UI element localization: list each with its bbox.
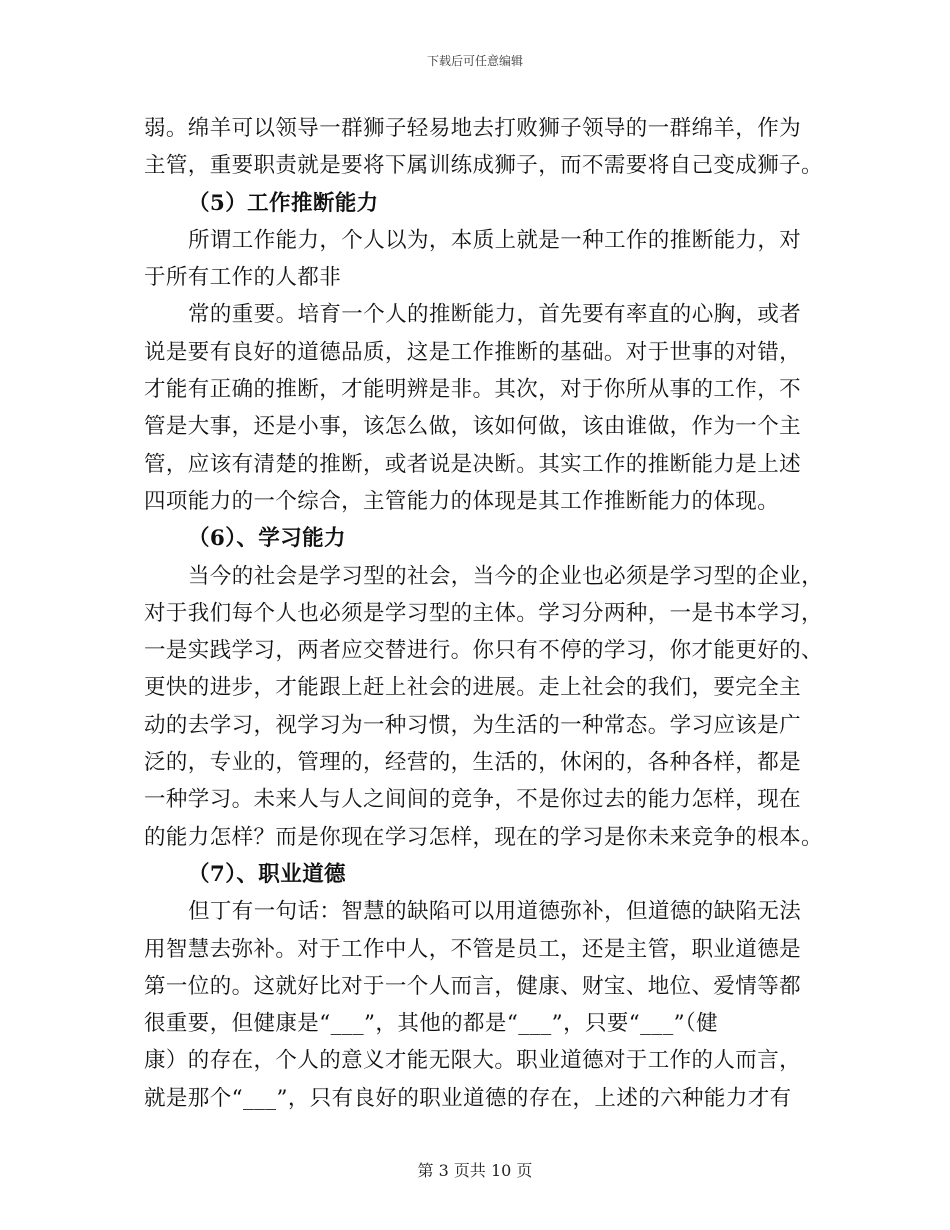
page-header: 下载后可任意编辑 [426, 54, 523, 68]
body-line: 管是大事，还是小事，该怎么做，该如何做，该由谁做，作为一个主 [144, 414, 802, 440]
body-line: 用智慧去弥补。对于工作中人，不管是员工，还是主管，职业道德是 [144, 936, 802, 962]
body-line: 第一位的。这就好比对于一个人而言，健康、财宝、地位、爱情等都 [144, 973, 802, 999]
section-heading-6: （6）、学习能力 [188, 526, 346, 552]
body-line: 更快的进步，才能跟上赶上社会的进展。走上社会的我们，要完全主 [144, 675, 802, 701]
body-line: 对于我们每个人也必须是学习型的主体。学习分两种，一是书本学习， [144, 600, 823, 626]
body-line: 弱。绵羊可以领导一群狮子轻易地去打败狮子领导的一群绵羊，作为 [144, 116, 802, 141]
body-line: 动的去学习，视学习为一种习惯，为生活的一种常态。学习应该是广 [144, 712, 802, 738]
body-line: 但丁有一句话：智慧的缺陷可以用道德弥补，但道德的缺陷无法 [188, 899, 802, 925]
body-line: 管，应该有清楚的推断，或者说是决断。其实工作的推断能力是上述 [144, 451, 802, 477]
page-number: 第 3 页共 10 页 [417, 1161, 533, 1180]
body-line: 说是要有良好的道德品质，这是工作推断的基础。对于世事的对错， [144, 339, 802, 365]
body-line: 于所有工作的人都非 [144, 265, 342, 291]
document-body [144, 110, 824, 1117]
section-heading-7: （7）、职业道德 [188, 861, 346, 887]
body-line: 就是那个“___”，只有良好的职业道德的存在，上述的六种能力才有 [144, 1085, 792, 1111]
body-line: 一种学习。未来人与人之间间的竞争，不是你过去的能力怎样，现在 [144, 787, 802, 813]
body-line: 常的重要。培育一个人的推断能力，首先要有率直的心胸，或者 [188, 302, 802, 328]
body-line: 泛的，专业的，管理的，经营的，生活的，休闲的，各种各样，都是 [144, 750, 802, 776]
body-line: 一是实践学习，两者应交替进行。你只有不停的学习，你才能更好的、 [144, 638, 823, 664]
body-line: 主管，重要职责就是要将下属训练成狮子，而不需要将自己变成狮子。 [144, 153, 823, 179]
body-line: 当今的社会是学习型的社会，当今的企业也必须是学习型的企业， [188, 563, 824, 589]
body-line: 康）的存在，个人的意义才能无限大。职业道德对于工作的人而言， [144, 1048, 802, 1074]
body-line: 四项能力的一个综合，主管能力的体现是其工作推断能力的体现。 [144, 488, 780, 514]
body-line: 所谓工作能力，个人以为，本质上就是一种工作的推断能力，对 [188, 227, 802, 253]
body-line: 的能力怎样？而是你现在学习怎样，现在的学习是你未来竞争的根本。 [144, 824, 823, 850]
body-line: 才能有正确的推断，才能明辨是非。其次，对于你所从事的工作，不 [144, 377, 802, 403]
section-heading-5: （5）工作推断能力 [188, 190, 379, 216]
body-line: 很重要，但健康是“___”，其他的都是“___”，只要“___”（健 [144, 1011, 719, 1037]
